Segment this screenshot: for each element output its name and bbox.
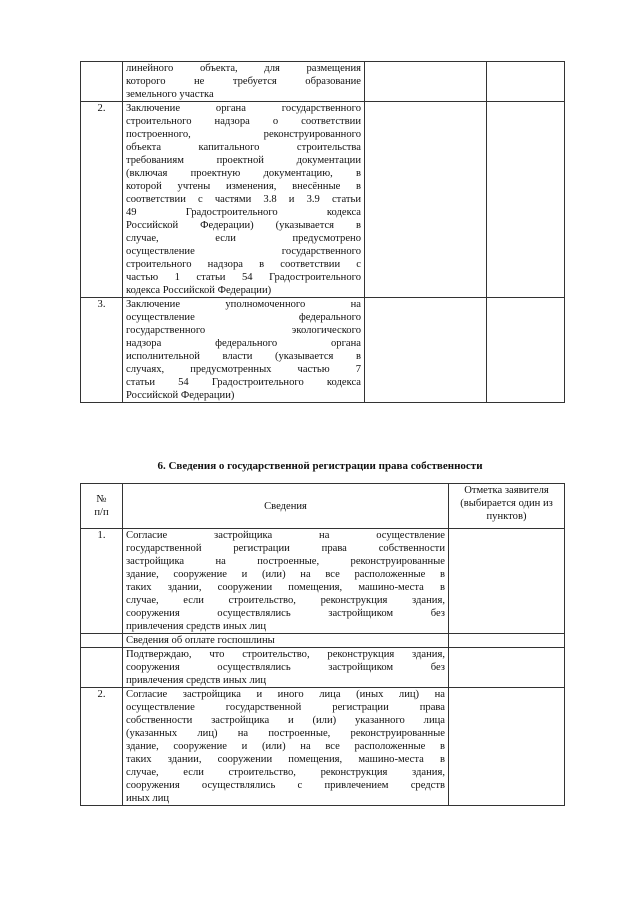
text-line: статьи 54 Градостроительного кодекса (126, 377, 361, 388)
row-text (123, 102, 365, 298)
text-line: Заключение уполномоченного на (126, 299, 361, 310)
text-line: иных лиц (126, 793, 170, 804)
text-line: случае, если предусмотрено (126, 233, 361, 244)
text-line: застройщика на построенные, реконструированные (126, 556, 445, 567)
text-line: исполнительной власти (указывается в (126, 351, 361, 362)
text-line: Согласие застройщика и иного лица (иных лиц) на (126, 689, 445, 700)
text-line: земельного участка (126, 89, 214, 100)
documents-table (80, 61, 565, 403)
text-line: соответствии с частями 3.8 и 3.9 статьи (126, 194, 361, 205)
text-line: здание, сооружение и (или) на все расположенные в (126, 741, 445, 752)
text-line: таких здании, сооружении помещения, машино-места в (126, 582, 445, 593)
table-row (81, 688, 565, 806)
header-num-line: п/п (94, 507, 109, 518)
mark-cell[interactable] (449, 688, 565, 806)
text-line: Согласие застройщика на осуществление (126, 530, 445, 541)
row-number: 3. (81, 298, 123, 403)
row-number: 1. (81, 529, 123, 634)
row-number (81, 62, 123, 102)
row-text (123, 298, 365, 403)
text-line: кодекса Российской Федерации) (126, 285, 272, 296)
text-line: государственной регистрации права собственности (126, 543, 445, 554)
table-row (81, 634, 565, 648)
section-6-title: 6. Сведения о государственной регистрации права собственности (157, 460, 483, 472)
mark-cell[interactable] (449, 529, 565, 634)
text-line: привлечения средств иных лиц (126, 621, 267, 632)
mark-cell[interactable] (487, 298, 565, 403)
text-line: частью 1 статьи 54 Градостроительного (126, 272, 361, 283)
header-num-line: № (96, 494, 107, 505)
mark-cell[interactable] (449, 634, 565, 648)
text-line: Российской Федерации) (126, 390, 235, 401)
mark-cell[interactable] (449, 648, 565, 688)
text-line: строительного надзора о соответствии (126, 116, 361, 127)
mark-cell[interactable] (365, 62, 487, 102)
ownership-registration-table (80, 483, 565, 806)
text-line: случае, если строительство, реконструкция здания, (126, 767, 445, 778)
mark-cell[interactable] (365, 298, 487, 403)
row-number: 2. (81, 688, 123, 806)
mark-cell[interactable] (487, 62, 565, 102)
text-line: требованиям проектной документации (126, 155, 361, 166)
text-line: осуществление федерального (126, 312, 361, 323)
row-text (123, 529, 449, 634)
text-line: случаях, предусмотренных частью 7 (126, 364, 361, 375)
text-line: которой учтены изменения, внесённые в (126, 181, 361, 192)
text-line: Российской Федерации) (указывается в (126, 220, 361, 231)
text-line: Заключение органа государственного (126, 103, 361, 114)
row-text (123, 648, 449, 688)
mark-cell[interactable] (365, 102, 487, 298)
text-line: сооружения осуществлялись застройщиком без (126, 608, 445, 619)
table-row (81, 529, 565, 634)
mark-cell[interactable] (487, 102, 565, 298)
text-line: Сведения об оплате госпошлины (126, 635, 275, 646)
table-row (81, 62, 565, 102)
text-line: сооружения осуществлялись застройщиком без (126, 662, 445, 673)
row-text (123, 688, 449, 806)
text-line: 49 Градостроительного кодекса (126, 207, 361, 218)
text-line: осуществление государственного (126, 246, 361, 257)
text-line: осуществление государственной регистрации права (126, 702, 445, 713)
header-info: Сведения (123, 484, 449, 529)
table-row (81, 102, 565, 298)
text-line: сооружения осуществлялись с привлечением средств (126, 780, 445, 791)
table-row (81, 648, 565, 688)
text-line: Подтверждаю, что строительство, реконструкция здания, (126, 649, 445, 660)
text-line: привлечения средств иных лиц (126, 675, 267, 686)
header-mark: Отметка заявителя (выбирается один из пунктов) (449, 484, 565, 529)
text-line: надзора федерального органа (126, 338, 361, 349)
row-number: 2. (81, 102, 123, 298)
text-line: (указанных лиц) на построенные, реконструированные (126, 728, 445, 739)
table-row (81, 298, 565, 403)
row-text (123, 634, 449, 648)
text-line: здание, сооружение и (или) на все расположенные в (126, 569, 445, 580)
header-num (81, 484, 123, 529)
table-header-row (81, 484, 565, 529)
text-line: государственного экологического (126, 325, 361, 336)
text-line: линейного объекта, для размещения (126, 63, 361, 74)
row-number (81, 634, 123, 648)
text-line: которого не требуется образование (126, 76, 361, 87)
text-line: объекта капитального строительства (126, 142, 361, 153)
row-number (81, 648, 123, 688)
text-line: строительного надзора в соответствии с (126, 259, 361, 270)
text-line: случае, если строительство, реконструкция здания, (126, 595, 445, 606)
text-line: таких здании, сооружении помещения, машино-места в (126, 754, 445, 765)
text-line: собственности застройщика и (или) указанного лица (126, 715, 445, 726)
row-text (123, 62, 365, 102)
text-line: (включая проектную документацию, в (126, 168, 361, 179)
text-line: построенного, реконструированного (126, 129, 361, 140)
